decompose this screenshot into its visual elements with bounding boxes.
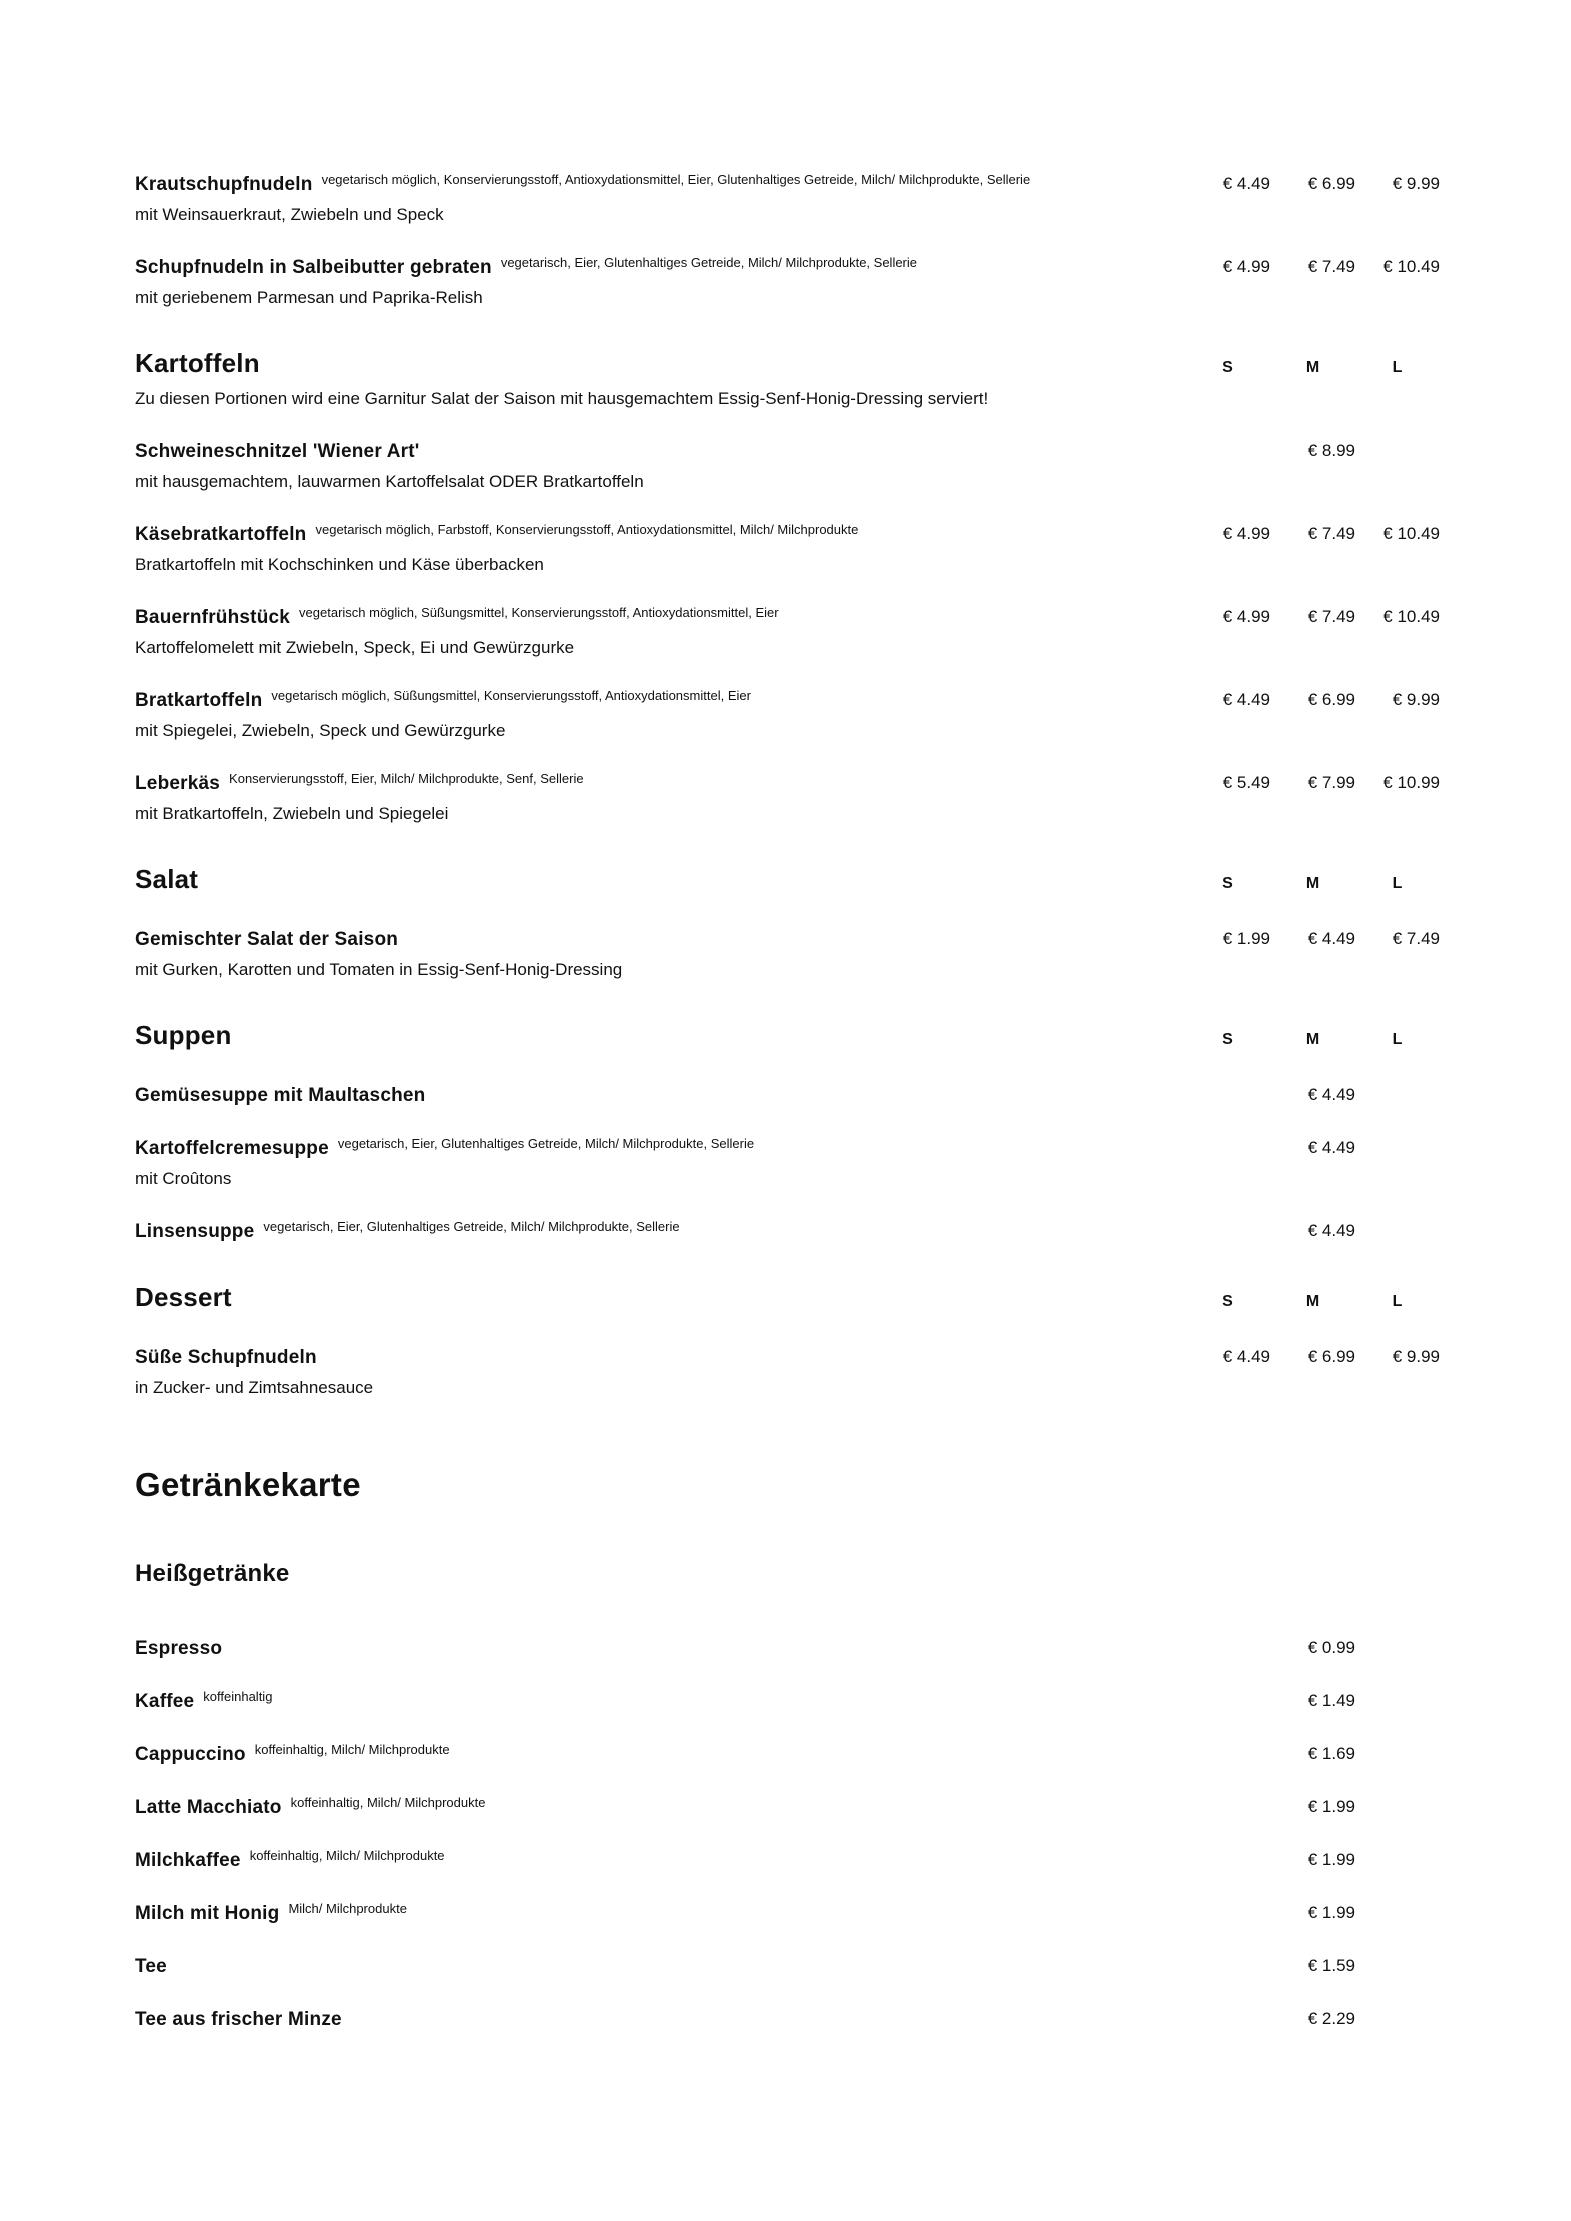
- section-schupfnudeln: [135, 169, 1440, 313]
- item-name: Gemischter Salat der Saison: [135, 929, 399, 950]
- item-title-line: [135, 924, 1157, 955]
- price-m: € 1.69: [1307, 1744, 1355, 1763]
- price-l: [1355, 1216, 1440, 1246]
- item-name: Milchkaffee: [135, 1850, 241, 1871]
- menu-item-gemischter-salat: [135, 924, 1440, 985]
- item-main: [135, 1898, 1185, 1929]
- section-title: Salat: [135, 864, 199, 894]
- item-title-line: [135, 1845, 1157, 1876]
- section-dessert: [135, 1281, 1440, 1403]
- price-m: € 7.49: [1307, 524, 1355, 543]
- item-description: mit Weinsauerkraut, Zwiebeln und Speck: [135, 205, 444, 224]
- section-title: Kartoffeln: [135, 348, 260, 378]
- item-title-line: [135, 1633, 1157, 1664]
- price-spacer: [1355, 2004, 1440, 2034]
- price-spacer: [1185, 1633, 1270, 1663]
- menu-item-schupfnudeln-salbeibutter: [135, 252, 1440, 313]
- menu-item-kaesebratkartoffeln: [135, 519, 1440, 580]
- item-name: Milch mit Honig: [135, 1903, 280, 1924]
- size-label-l: L: [1392, 359, 1403, 376]
- item-description: mit Croûtons: [135, 1169, 232, 1188]
- price-l: [1355, 1133, 1440, 1163]
- drinks-menu-title: Getränkekarte: [135, 1466, 361, 1503]
- item-main: [135, 252, 1185, 313]
- drink-item-cappuccino: [135, 1739, 1440, 1770]
- price-columns: [1185, 519, 1440, 549]
- price-m: € 0.99: [1307, 1638, 1355, 1657]
- price-columns: [1185, 1898, 1440, 1928]
- price-m: € 4.49: [1307, 929, 1355, 948]
- drink-item-espresso: [135, 1633, 1440, 1664]
- item-description: Kartoffelomelett mit Zwiebeln, Speck, Ei und Gewürzgurke: [135, 638, 575, 657]
- section-kartoffeln: [135, 347, 1440, 829]
- price-l: [1355, 1080, 1440, 1110]
- item-allergens: vegetarisch möglich, Süßungsmittel, Konservierungsstoff, Antioxydationsmittel, Eier: [299, 605, 779, 620]
- size-label-s: S: [1222, 1031, 1233, 1048]
- item-name: Tee aus frischer Minze: [135, 2009, 342, 2030]
- section-header: [135, 863, 1440, 900]
- price-l: € 9.99: [1392, 1347, 1440, 1366]
- size-label-s: S: [1222, 359, 1233, 376]
- item-main: [135, 1792, 1185, 1823]
- menu-item-kartoffelcremesuppe: [135, 1133, 1440, 1194]
- price-columns: [1185, 1686, 1440, 1716]
- menu-item-schweineschnitzel: [135, 436, 1440, 497]
- drinks-subsection-title: Heißgetränke: [135, 1560, 290, 1587]
- item-name: Gemüsesuppe mit Maultaschen: [135, 1085, 426, 1106]
- price-columns: [1185, 436, 1440, 466]
- price-m: € 8.99: [1307, 441, 1355, 460]
- price-spacer: [1185, 1845, 1270, 1875]
- price-spacer: [1355, 1898, 1440, 1928]
- item-name: Leberkäs: [135, 773, 221, 794]
- menu-item-gemuesesuppe: [135, 1080, 1440, 1111]
- price-m: € 1.49: [1307, 1691, 1355, 1710]
- menu-item-krautschupfnudeln: [135, 169, 1440, 230]
- price-m: € 6.99: [1307, 1347, 1355, 1366]
- item-allergens: koffeinhaltig, Milch/ Milchprodukte: [290, 1795, 486, 1810]
- item-description: mit hausgemachtem, lauwarmen Kartoffelsalat ODER Bratkartoffeln: [135, 472, 644, 491]
- price-s: € 4.49: [1222, 690, 1270, 709]
- price-spacer: [1355, 1633, 1440, 1663]
- price-m: € 1.59: [1307, 1956, 1355, 1975]
- item-allergens: vegetarisch, Eier, Glutenhaltiges Getreide, Milch/ Milchprodukte, Sellerie: [337, 1136, 755, 1151]
- item-main: [135, 1342, 1185, 1403]
- price-s: € 5.49: [1222, 773, 1270, 792]
- item-main: [135, 1133, 1185, 1194]
- price-s: € 1.99: [1222, 929, 1270, 948]
- price-spacer: [1355, 1739, 1440, 1769]
- menu-item-linsensuppe: [135, 1216, 1440, 1247]
- price-columns: [1185, 1216, 1440, 1246]
- item-name: Bauernfrühstück: [135, 607, 291, 628]
- item-name: Espresso: [135, 1638, 223, 1659]
- item-main: [135, 602, 1185, 663]
- item-main: [135, 1080, 1185, 1111]
- item-title-line: [135, 169, 1157, 200]
- size-label-m: M: [1305, 1031, 1320, 1048]
- drink-item-tee-minze: [135, 2004, 1440, 2035]
- menu-item-suesse-schupfnudeln: [135, 1342, 1440, 1403]
- item-title-line: [135, 1951, 1157, 1982]
- item-title-line: [135, 1686, 1157, 1717]
- item-name: Süße Schupfnudeln: [135, 1347, 317, 1368]
- price-spacer: [1185, 1739, 1270, 1769]
- price-spacer: [1185, 1792, 1270, 1822]
- price-m: € 1.99: [1307, 1797, 1355, 1816]
- size-header-row: [1185, 1024, 1440, 1056]
- item-description: mit geriebenem Parmesan und Paprika-Relish: [135, 288, 483, 307]
- price-l: € 9.99: [1392, 690, 1440, 709]
- price-s: € 4.99: [1222, 257, 1270, 276]
- item-main: [135, 2004, 1185, 2035]
- item-main: [135, 685, 1185, 746]
- price-spacer: [1185, 1686, 1270, 1716]
- price-spacer: [1355, 1792, 1440, 1822]
- price-m: € 2.29: [1307, 2009, 1355, 2028]
- section-subtitle: Zu diesen Portionen wird eine Garnitur Salat der Saison mit hausgemachtem Essig-Senf-Honig-Dressing serviert!: [135, 389, 989, 408]
- price-s: [1185, 1133, 1270, 1163]
- price-s: € 4.49: [1222, 174, 1270, 193]
- drink-item-kaffee: [135, 1686, 1440, 1717]
- size-label-s: S: [1222, 1293, 1233, 1310]
- item-name: Bratkartoffeln: [135, 690, 263, 711]
- item-main: [135, 924, 1185, 985]
- price-columns: [1185, 1845, 1440, 1875]
- size-header-row: [1185, 1286, 1440, 1318]
- section-header: [135, 347, 1440, 384]
- item-description: Bratkartoffeln mit Kochschinken und Käse überbacken: [135, 555, 544, 574]
- size-header-row: [1185, 352, 1440, 384]
- item-main: [135, 169, 1185, 230]
- price-columns: [1185, 169, 1440, 199]
- price-m: € 4.49: [1307, 1221, 1355, 1240]
- item-description: in Zucker- und Zimtsahnesauce: [135, 1378, 374, 1397]
- item-title-line: [135, 1792, 1157, 1823]
- price-m: € 7.49: [1307, 257, 1355, 276]
- size-label-m: M: [1305, 359, 1320, 376]
- price-s: € 4.99: [1222, 607, 1270, 626]
- item-title-line: [135, 685, 1157, 716]
- price-l: € 10.49: [1383, 257, 1440, 276]
- price-m: € 4.49: [1307, 1085, 1355, 1104]
- item-title-line: [135, 768, 1157, 799]
- price-columns: [1185, 1133, 1440, 1163]
- item-allergens: koffeinhaltig, Milch/ Milchprodukte: [249, 1848, 445, 1863]
- item-name: Latte Macchiato: [135, 1797, 282, 1818]
- drink-item-tee: [135, 1951, 1440, 1982]
- price-columns: [1185, 924, 1440, 954]
- item-main: [135, 1739, 1185, 1770]
- price-l: € 10.49: [1383, 607, 1440, 626]
- item-name: Schupfnudeln in Salbeibutter gebraten: [135, 257, 492, 278]
- price-m: € 6.99: [1307, 174, 1355, 193]
- price-columns: [1185, 1792, 1440, 1822]
- menu-item-bratkartoffeln: [135, 685, 1440, 746]
- item-name: Käsebratkartoffeln: [135, 524, 307, 545]
- item-name: Linsensuppe: [135, 1221, 255, 1242]
- price-s: [1185, 436, 1270, 466]
- price-l: € 10.49: [1383, 524, 1440, 543]
- price-columns: [1185, 252, 1440, 282]
- item-title-line: [135, 252, 1157, 283]
- price-columns: [1185, 1633, 1440, 1663]
- item-title-line: [135, 2004, 1157, 2035]
- price-m: € 7.99: [1307, 773, 1355, 792]
- price-spacer: [1355, 1686, 1440, 1716]
- section-title: Dessert: [135, 1282, 232, 1312]
- size-label-l: L: [1392, 875, 1403, 892]
- price-columns: [1185, 1739, 1440, 1769]
- item-main: [135, 1951, 1185, 1982]
- item-title-line: [135, 602, 1157, 633]
- item-allergens: vegetarisch möglich, Süßungsmittel, Konservierungsstoff, Antioxydationsmittel, Eier: [271, 688, 751, 703]
- section-title: Suppen: [135, 1020, 232, 1050]
- price-columns: [1185, 2004, 1440, 2034]
- section-header: [135, 1019, 1440, 1056]
- price-columns: [1185, 602, 1440, 632]
- item-allergens: vegetarisch möglich, Konservierungsstoff, Antioxydationsmittel, Eier, Glutenhaltiges Getreide, Milch/ Milchprodukte, Sellerie: [321, 172, 1031, 187]
- price-l: € 7.49: [1392, 929, 1440, 948]
- item-title-line: [135, 1898, 1157, 1929]
- size-label-l: L: [1392, 1031, 1403, 1048]
- item-allergens: vegetarisch, Eier, Glutenhaltiges Getreide, Milch/ Milchprodukte, Sellerie: [500, 255, 918, 270]
- item-allergens: Konservierungsstoff, Eier, Milch/ Milchprodukte, Senf, Sellerie: [229, 771, 584, 786]
- menu-item-bauernfruehstueck: [135, 602, 1440, 663]
- drink-item-milchkaffee: [135, 1845, 1440, 1876]
- price-spacer: [1355, 1951, 1440, 1981]
- price-columns: [1185, 1342, 1440, 1372]
- item-title-line: [135, 1080, 1157, 1111]
- price-columns: [1185, 685, 1440, 715]
- drink-item-latte-macchiato: [135, 1792, 1440, 1823]
- size-header-row: [1185, 868, 1440, 900]
- section-suppen: [135, 1019, 1440, 1247]
- item-title-line: [135, 1739, 1157, 1770]
- drink-item-milch-mit-honig: [135, 1898, 1440, 1929]
- item-main: [135, 519, 1185, 580]
- price-spacer: [1185, 2004, 1270, 2034]
- size-label-m: M: [1305, 1293, 1320, 1310]
- item-name: Cappuccino: [135, 1744, 246, 1765]
- price-s: € 4.49: [1222, 1347, 1270, 1366]
- item-allergens: vegetarisch, Eier, Glutenhaltiges Getreide, Milch/ Milchprodukte, Sellerie: [263, 1219, 680, 1234]
- item-allergens: Milch/ Milchprodukte: [288, 1901, 407, 1916]
- item-main: [135, 1845, 1185, 1876]
- item-description: mit Gurken, Karotten und Tomaten in Essig-Senf-Honig-Dressing: [135, 960, 623, 979]
- price-s: [1185, 1080, 1270, 1110]
- price-m: € 6.99: [1307, 690, 1355, 709]
- price-spacer: [1185, 1951, 1270, 1981]
- item-title-line: [135, 1342, 1157, 1373]
- price-m: € 7.49: [1307, 607, 1355, 626]
- item-name: Kartoffelcremesuppe: [135, 1138, 329, 1159]
- item-description: mit Bratkartoffeln, Zwiebeln und Spiegelei: [135, 804, 449, 823]
- size-label-l: L: [1392, 1293, 1403, 1310]
- item-title-line: [135, 519, 1157, 550]
- price-spacer: [1185, 1898, 1270, 1928]
- item-main: [135, 768, 1185, 829]
- price-m: € 1.99: [1307, 1850, 1355, 1869]
- section-header: [135, 1281, 1440, 1318]
- item-main: [135, 436, 1185, 497]
- item-title-line: [135, 436, 1157, 467]
- price-m: € 4.49: [1307, 1138, 1355, 1157]
- item-allergens: koffeinhaltig, Milch/ Milchprodukte: [254, 1742, 450, 1757]
- price-s: € 4.99: [1222, 524, 1270, 543]
- menu-item-leberkaes: [135, 768, 1440, 829]
- size-label-m: M: [1305, 875, 1320, 892]
- item-main: [135, 1216, 1185, 1247]
- price-l: [1355, 436, 1440, 466]
- item-name: Kaffee: [135, 1691, 195, 1712]
- price-columns: [1185, 1080, 1440, 1110]
- item-main: [135, 1686, 1185, 1717]
- item-name: Krautschupfnudeln: [135, 174, 313, 195]
- price-l: € 10.99: [1383, 773, 1440, 792]
- price-l: € 9.99: [1392, 174, 1440, 193]
- item-main: [135, 1633, 1185, 1664]
- item-name: Tee: [135, 1956, 167, 1977]
- price-columns: [1185, 768, 1440, 798]
- price-m: € 1.99: [1307, 1903, 1355, 1922]
- price-columns: [1185, 1951, 1440, 1981]
- item-description: mit Spiegelei, Zwiebeln, Speck und Gewürzgurke: [135, 721, 506, 740]
- item-title-line: [135, 1216, 1157, 1247]
- size-label-s: S: [1222, 875, 1233, 892]
- item-allergens: koffeinhaltig: [203, 1689, 273, 1704]
- drinks-items: [135, 1633, 1440, 2035]
- price-s: [1185, 1216, 1270, 1246]
- item-allergens: vegetarisch möglich, Farbstoff, Konservierungsstoff, Antioxydationsmittel, Milch/ Milchprodukte: [315, 522, 859, 537]
- item-name: Schweineschnitzel 'Wiener Art': [135, 441, 420, 462]
- section-salat: [135, 863, 1440, 985]
- item-title-line: [135, 1133, 1157, 1164]
- price-spacer: [1355, 1845, 1440, 1875]
